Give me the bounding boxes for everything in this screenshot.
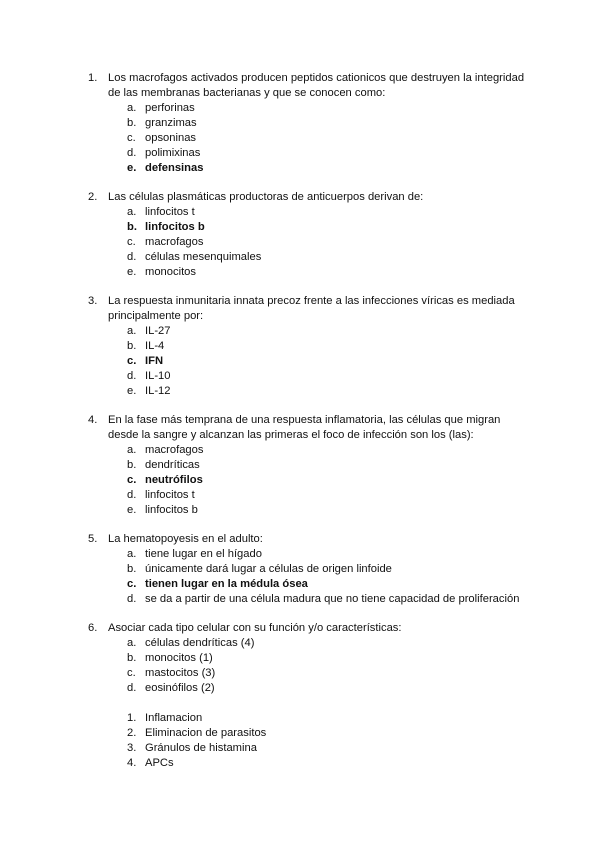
- option-text: eosinófilos (2): [145, 682, 215, 694]
- option-text: defensinas: [145, 162, 204, 174]
- option-text: macrofagos: [145, 236, 204, 248]
- option-letter: d.: [127, 251, 137, 263]
- option-text: células dendríticas (4): [145, 637, 255, 649]
- answer-option: [0, 503, 600, 518]
- answer-option: [0, 265, 600, 280]
- answer-option-correct: [0, 354, 600, 369]
- answer-option-correct: [0, 161, 600, 176]
- option-text: células mesenquimales: [145, 251, 262, 263]
- matching-key-item: [0, 741, 600, 756]
- option-text: macrofagos: [145, 444, 204, 456]
- option-letter: a.: [127, 102, 137, 114]
- question-number: 4.: [88, 414, 98, 426]
- question-text: Los macrofagos activados producen peptidos cationicos que destruyen la integridad de las membranas bacterianas y que se conocen como:: [108, 72, 525, 99]
- answer-option: [0, 369, 600, 384]
- question-5: [0, 532, 600, 607]
- question-3: [0, 294, 600, 399]
- option-list: [0, 205, 600, 280]
- option-text: IL-12: [145, 385, 171, 397]
- option-letter: c.: [127, 236, 136, 248]
- option-text: linfocitos b: [145, 504, 198, 516]
- answer-option: [0, 250, 600, 265]
- question-text: La respuesta inmunitaria innata precoz frente a las infecciones víricas es mediada principalmente por:: [108, 295, 515, 322]
- option-list: [0, 443, 600, 518]
- question-text: Asociar cada tipo celular con su función y/o características:: [108, 622, 402, 634]
- option-letter: e.: [127, 266, 137, 278]
- answer-option-correct: [0, 473, 600, 488]
- option-text: linfocitos b: [145, 221, 205, 233]
- option-letter: d.: [127, 370, 137, 382]
- answer-option: [0, 146, 600, 161]
- answer-option: [0, 205, 600, 220]
- option-text: granzimas: [145, 117, 197, 129]
- answer-option-correct: [0, 220, 600, 235]
- option-letter: c.: [127, 132, 136, 144]
- option-text: IFN: [145, 355, 164, 367]
- option-text: únicamente dará lugar a células de origen linfoide: [145, 563, 392, 575]
- option-letter: e.: [127, 162, 137, 174]
- option-letter: b.: [127, 652, 137, 664]
- option-text: polimixinas: [145, 147, 201, 159]
- question-text: Las células plasmáticas productoras de anticuerpos derivan de:: [108, 191, 424, 203]
- option-text: monocitos (1): [145, 652, 213, 664]
- option-letter: c.: [127, 667, 136, 679]
- option-text: se da a partir de una célula madura que no tiene capacidad de proliferación: [145, 593, 520, 605]
- question-number: 6.: [88, 622, 98, 634]
- question-number: 1.: [88, 72, 98, 84]
- option-letter: e.: [127, 504, 137, 516]
- question-text: En la fase más temprana de una respuesta inflamatoria, las células que migran desde la sangre y alcanzan las primeras el foco de infección son los (las):: [108, 414, 501, 441]
- question-text: La hematopoyesis en el adulto:: [108, 533, 263, 545]
- answer-option: [0, 636, 600, 651]
- key-text: Inflamacion: [145, 712, 203, 724]
- answer-option: [0, 488, 600, 503]
- answer-option: [0, 666, 600, 681]
- option-text: tiene lugar en el hígado: [145, 548, 262, 560]
- option-letter: a.: [127, 548, 137, 560]
- key-number: 2.: [127, 727, 137, 739]
- option-text: neutrófilos: [145, 474, 203, 486]
- option-text: IL-4: [145, 340, 165, 352]
- option-letter: d.: [127, 489, 137, 501]
- option-list: [0, 101, 600, 176]
- answer-option: [0, 324, 600, 339]
- option-text: perforinas: [145, 102, 195, 114]
- option-text: linfocitos t: [145, 206, 195, 218]
- option-text: tienen lugar en la médula ósea: [145, 578, 308, 590]
- answer-option: [0, 562, 600, 577]
- answer-option: [0, 384, 600, 399]
- answer-option-correct: [0, 577, 600, 592]
- option-text: IL-27: [145, 325, 171, 337]
- option-letter: d.: [127, 147, 137, 159]
- option-letter: a.: [127, 206, 137, 218]
- option-text: monocitos: [145, 266, 196, 278]
- answer-option: [0, 101, 600, 116]
- option-text: linfocitos t: [145, 489, 195, 501]
- key-text: Eliminacion de parasitos: [145, 727, 267, 739]
- option-letter: b.: [127, 340, 137, 352]
- option-text: opsoninas: [145, 132, 197, 144]
- option-letter: b.: [127, 459, 137, 471]
- question-2: [0, 190, 600, 280]
- option-letter: a.: [127, 637, 137, 649]
- key-number: 4.: [127, 757, 137, 769]
- answer-option: [0, 339, 600, 354]
- answer-option: [0, 458, 600, 473]
- option-letter: d.: [127, 682, 137, 694]
- matching-key-item: [0, 756, 600, 771]
- option-letter: e.: [127, 385, 137, 397]
- question-1: [0, 71, 600, 176]
- answer-option: [0, 443, 600, 458]
- option-text: dendríticas: [145, 459, 200, 471]
- option-letter: c.: [127, 355, 137, 367]
- answer-option: [0, 681, 600, 696]
- answer-option: [0, 547, 600, 562]
- question-4: [0, 413, 600, 518]
- answer-option: [0, 592, 600, 607]
- option-letter: a.: [127, 325, 137, 337]
- answer-option: [0, 651, 600, 666]
- key-number: 3.: [127, 742, 137, 754]
- option-letter: a.: [127, 444, 137, 456]
- option-letter: d.: [127, 593, 137, 605]
- question-number: 5.: [88, 533, 98, 545]
- option-list: [0, 547, 600, 607]
- question-number: 2.: [88, 191, 98, 203]
- answer-option: [0, 116, 600, 131]
- option-letter: b.: [127, 563, 137, 575]
- option-list: [0, 636, 600, 696]
- answer-option: [0, 131, 600, 146]
- option-letter: b.: [127, 117, 137, 129]
- option-letter: c.: [127, 474, 137, 486]
- matching-key-item: [0, 726, 600, 741]
- matching-key-item: [0, 711, 600, 726]
- matching-key-list: [0, 711, 600, 771]
- key-text: APCs: [145, 757, 174, 769]
- key-text: Gránulos de histamina: [145, 742, 257, 754]
- option-text: mastocitos (3): [145, 667, 216, 679]
- option-text: IL-10: [145, 370, 171, 382]
- question-number: 3.: [88, 295, 98, 307]
- question-6: [0, 621, 600, 771]
- option-list: [0, 324, 600, 399]
- key-number: 1.: [127, 712, 137, 724]
- option-letter: c.: [127, 578, 137, 590]
- answer-option: [0, 235, 600, 250]
- question-list: [0, 71, 600, 785]
- option-letter: b.: [127, 221, 137, 233]
